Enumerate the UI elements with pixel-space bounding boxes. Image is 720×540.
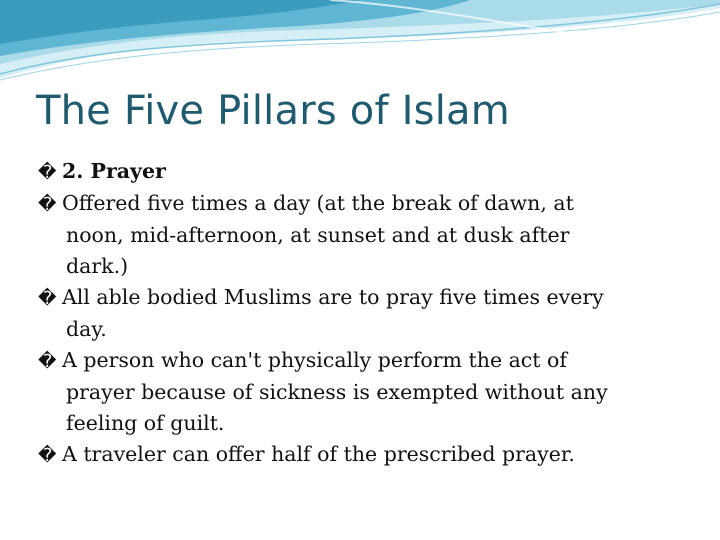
bullet-glyph-icon: � <box>38 194 57 215</box>
bullet-glyph-icon: � <box>38 351 57 372</box>
list-item-continuation: feeling of guilt. <box>66 411 225 435</box>
list-item-text: A person who can't physically perform the act of <box>62 348 567 372</box>
list-item <box>38 345 678 439</box>
slide-title: The Five Pillars of Islam <box>36 88 510 134</box>
list-item <box>38 282 678 345</box>
list-item-text: Offered five times a day (at the break of dawn, at <box>62 191 574 215</box>
list-item-continuation: dark.) <box>66 254 129 278</box>
bullet-glyph-icon: � <box>38 288 57 309</box>
header-wave-decoration <box>0 0 720 90</box>
slide-body <box>38 156 678 471</box>
list-item-text: A traveler can offer half of the prescribed prayer. <box>62 442 575 466</box>
list-item-continuation: day. <box>66 317 107 341</box>
list-heading <box>38 156 678 188</box>
list-item-continuation: noon, mid-afternoon, at sunset and at dusk after <box>66 223 570 247</box>
heading-text: 2. Prayer <box>62 159 166 183</box>
list-item <box>38 188 678 282</box>
bullet-glyph-icon: � <box>38 162 57 183</box>
list-item-text: All able bodied Muslims are to pray five times every <box>62 285 604 309</box>
bullet-glyph-icon: � <box>38 445 57 466</box>
list-item <box>38 439 678 471</box>
list-item-continuation: prayer because of sickness is exempted without any <box>66 380 608 404</box>
